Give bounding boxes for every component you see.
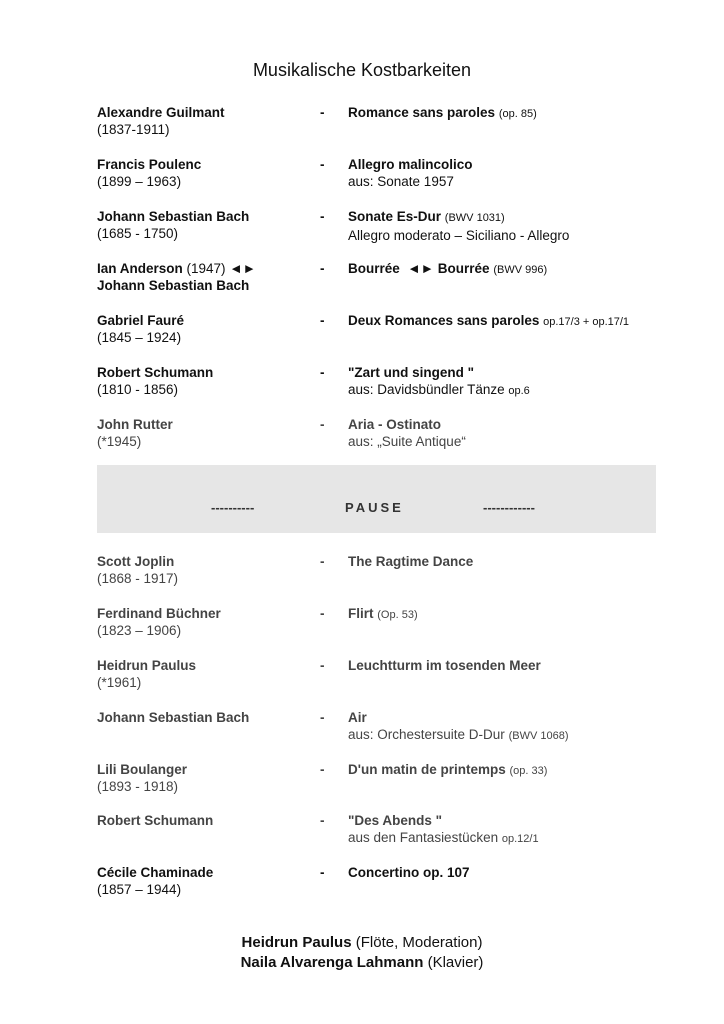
composer-years: (1823 – 1906) <box>97 623 182 638</box>
composer-years: (*1961) <box>97 675 142 690</box>
composer-years: (1810 - 1856) <box>97 382 179 397</box>
work-title: "Zart und singend " <box>348 365 475 380</box>
work-title: Bourrée <box>437 261 490 276</box>
composer-name: Johann Sebastian Bach <box>97 278 250 293</box>
separator-dash: - <box>320 365 325 380</box>
separator-dash: - <box>320 762 325 777</box>
pause-divider-right: ------------ <box>483 500 535 515</box>
work-title: "Des Abends " <box>348 813 443 828</box>
work-note: (Op. 53) <box>377 609 418 621</box>
separator-dash: - <box>320 417 325 432</box>
composer-name: Gabriel Fauré <box>97 313 185 328</box>
performer-role: (Flöte, Moderation) <box>355 934 483 951</box>
work-title: Leuchtturm im tosenden Meer <box>348 658 541 673</box>
separator-dash: - <box>320 813 325 828</box>
work-subtitle: aus: Orchestersuite D-Dur <box>348 727 505 742</box>
composer-name: Lili Boulanger <box>97 762 188 777</box>
composer-name: Alexandre Guilmant <box>97 105 225 120</box>
performer-line <box>0 934 724 951</box>
separator-dash: - <box>320 606 325 621</box>
work-title: Sonate Es-Dur <box>348 209 442 224</box>
composer-years: (1899 – 1963) <box>97 174 182 189</box>
composer-years: (1947) ◄► <box>186 261 257 276</box>
work-title: Allegro malincolico <box>348 157 473 172</box>
composer-years: (1857 – 1944) <box>97 882 182 897</box>
composer-name: Scott Joplin <box>97 554 175 569</box>
pause-banner <box>97 465 656 533</box>
composer-name: Cécile Chaminade <box>97 865 214 880</box>
composer-name: Heidrun Paulus <box>97 658 197 673</box>
work-title: Deux Romances sans paroles <box>348 313 540 328</box>
composer-name: Ferdinand Büchner <box>97 606 221 621</box>
composer-name: Ian Anderson <box>97 261 183 276</box>
work-title: Romance sans paroles <box>348 105 496 120</box>
work-title: Bourrée <box>348 261 400 276</box>
composer-years: (*1945) <box>97 434 142 449</box>
separator-dash: - <box>320 157 325 172</box>
page-title: Musikalische Kostbarkeiten <box>252 60 472 80</box>
performer-line <box>0 954 724 971</box>
separator-dash: - <box>320 554 325 569</box>
composer-years: (1845 – 1924) <box>97 330 182 345</box>
composer-years: (1685 - 1750) <box>97 226 179 241</box>
performer-name: Naila Alvarenga Lahmann <box>240 954 424 971</box>
composer-name: Johann Sebastian Bach <box>97 710 250 725</box>
performer-role: (Klavier) <box>427 954 484 971</box>
separator-dash: - <box>320 710 325 725</box>
work-note: (op. 33) <box>509 765 548 777</box>
arrows-icon: ◄► <box>407 261 435 276</box>
work-subtitle-note: op.6 <box>508 385 530 397</box>
composer-years: (1868 - 1917) <box>97 571 179 586</box>
work-note: (BWV 1031) <box>444 212 505 224</box>
composer-years: (1893 - 1918) <box>97 779 179 794</box>
composer-name: Johann Sebastian Bach <box>97 209 250 224</box>
separator-dash: - <box>320 658 325 673</box>
composer-years: (1837-1911) <box>97 122 170 137</box>
composer-name: Robert Schumann <box>97 813 214 828</box>
work-subtitle: aus: Davidsbündler Tänze <box>348 382 505 397</box>
work-note: (BWV 996) <box>493 264 548 276</box>
work-title: Air <box>348 710 367 725</box>
work-title: Aria - Ostinato <box>348 417 442 432</box>
pause-divider-left: ---------- <box>211 500 255 515</box>
separator-dash: - <box>320 209 325 224</box>
work-title: Concertino op. 107 <box>348 865 470 880</box>
work-subtitle-note: (BWV 1068) <box>508 730 569 742</box>
work-note: op.17/3 + op.17/1 <box>543 316 630 328</box>
pause-label: PAUSE <box>345 500 404 515</box>
separator-dash: - <box>320 313 325 328</box>
work-note: (op. 85) <box>498 108 537 120</box>
work-title: D'un matin de printemps <box>348 762 506 777</box>
separator-dash: - <box>320 261 325 276</box>
work-title: The Ragtime Dance <box>348 554 474 569</box>
work-subtitle: aus: „Suite Antique“ <box>348 434 466 449</box>
work-subtitle: Allegro moderato – Siciliano - Allegro <box>348 228 570 243</box>
composer-name: Robert Schumann <box>97 365 214 380</box>
separator-dash: - <box>320 865 325 880</box>
composer-name: John Rutter <box>97 417 173 432</box>
work-title: Flirt <box>348 606 374 621</box>
performer-name: Heidrun Paulus <box>241 934 352 951</box>
separator-dash: - <box>320 105 325 120</box>
work-subtitle: aus den Fantasiestücken <box>348 830 499 845</box>
work-subtitle-note: op.12/1 <box>501 833 539 845</box>
work-subtitle: aus: Sonate 1957 <box>348 174 454 189</box>
composer-name: Francis Poulenc <box>97 157 202 172</box>
